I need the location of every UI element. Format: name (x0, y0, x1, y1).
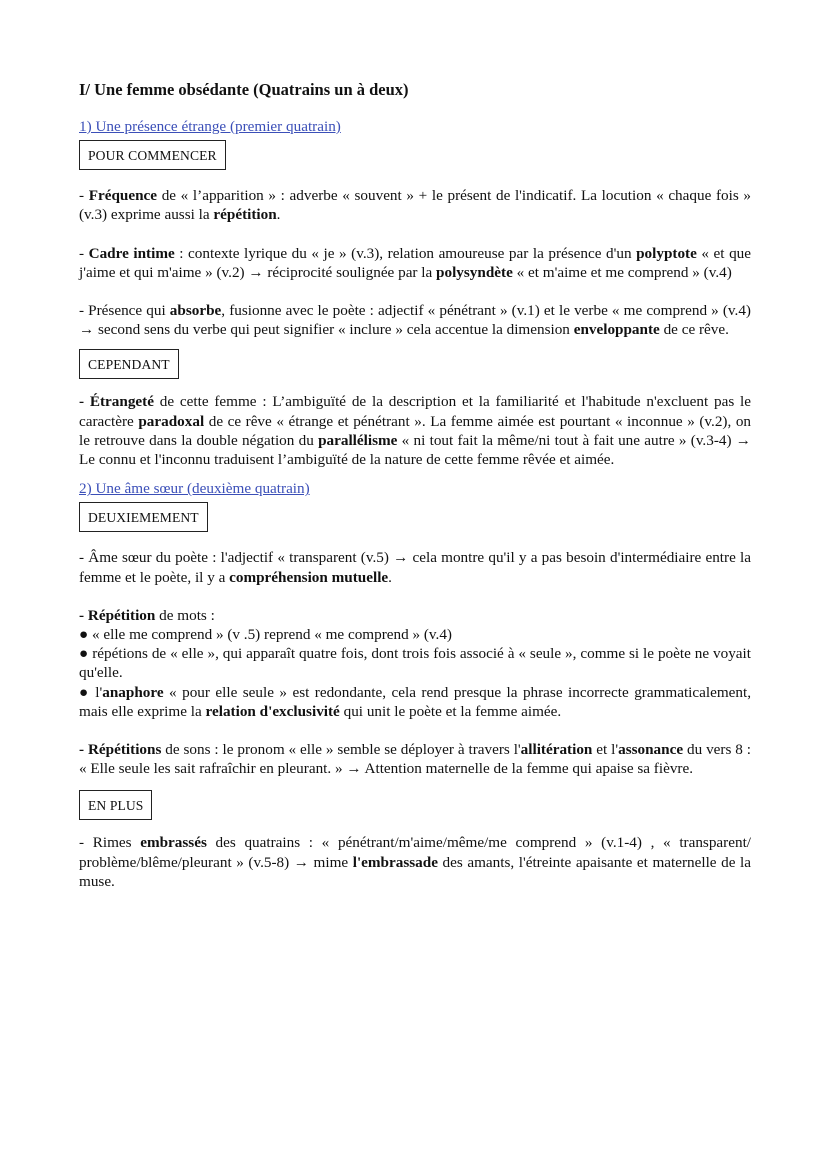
paragraph-etrangete: - Étrangeté de cette femme : L’ambiguïté de la description et la familiarité et l'habitude n'excluent pas le caractère paradoxal de ce rêve « étrange et pénétrant ». La femme aimée est pourtant « inconnue » (v.2), on le retrouve dans la double négation du parallélisme « ni tout fait la même/ni tout à fait une autre » (v.3-4) → Le connu et l'inconnu traduisent l’ambiguïté de la nature de cette femme rêvée et aimée. (79, 393, 752, 469)
page-title: I/ Une femme obsédante (Quatrains un à deux) (79, 80, 409, 99)
paragraph-frequence: - Fréquence de « l’apparition » : adverbe « souvent » + le présent de l'indicatif. La locution « chaque fois » (v.3) exprime aussi la répétition. (79, 187, 751, 224)
box-label-deuxiemement: DEUXIEMEMENT (79, 502, 208, 532)
bullet-item-2: ● répétions de « elle », qui apparaît quatre fois, dont trois fois associé à « seule », comme si le poète ne voyait qu'elle. (79, 645, 751, 682)
paragraph-cadre-intime: - Cadre intime : contexte lyrique du « je » (v.3), relation amoureuse par la présence d'un polyptote « et que j'aime et qui m'aime » (v.2) → réciprocité soulignée par la polysyndète « et m'aime et me comprend » (v.4) (79, 244, 751, 281)
paragraph-repetition-sons: - Répétitions de sons : le pronom « elle » semble se déployer à travers l'allitération et l'assonance du vers 8 : « Elle seule les sait rafraîchir en pleurant. » → Attention maternelle de la femme qui apaise sa fièvre. (79, 741, 751, 778)
document-page (79, 78, 751, 891)
section-2-heading-link[interactable]: 2) Une âme sœur (deuxième quatrain) (79, 480, 310, 498)
bullet-item-1: ● « elle me comprend » (v .5) reprend « me comprend » (v.4) (79, 626, 452, 644)
paragraph-ame-soeur: - Âme sœur du poète : l'adjectif « transparent (v.5) → cela montre qu'il y a pas besoin d'intermédiaire entre la femme et le poète, il y a compréhension mutuelle. (79, 549, 751, 586)
paragraph-rimes: - Rimes embrassés des quatrains : « pénétrant/m'aime/même/me comprend » (v.1-4) , « transparent/ problème/blême/pleurant » (v.5-8) → mime l'embrassade des amants, l'étreinte apaisante et maternelle de la muse. (79, 834, 752, 890)
box-label-en-plus: EN PLUS (79, 790, 152, 820)
bullet-item-3: ● l'anaphore « pour elle seule » est redondante, cela rend presque la phrase incorrecte grammaticalement, mais elle exprime la relation d'exclusivité qui unit le poète et la femme aimée. (79, 683, 751, 720)
box-label-cependant: CEPENDANT (79, 349, 179, 379)
paragraph-presence: - Présence qui absorbe, fusionne avec le poète : adjectif « pénétrant » (v.1) et le verbe « me comprend » (v.4) → second sens du verbe qui peut signifier « inclure » cela accentue la dimension enveloppante de ce rêve. (79, 302, 751, 339)
paragraph-repetition-mots: - Répétition de mots : (79, 606, 215, 624)
box-label-pour-commencer: POUR COMMENCER (79, 140, 226, 170)
section-1-heading-link[interactable]: 1) Une présence étrange (premier quatrain) (79, 118, 341, 135)
